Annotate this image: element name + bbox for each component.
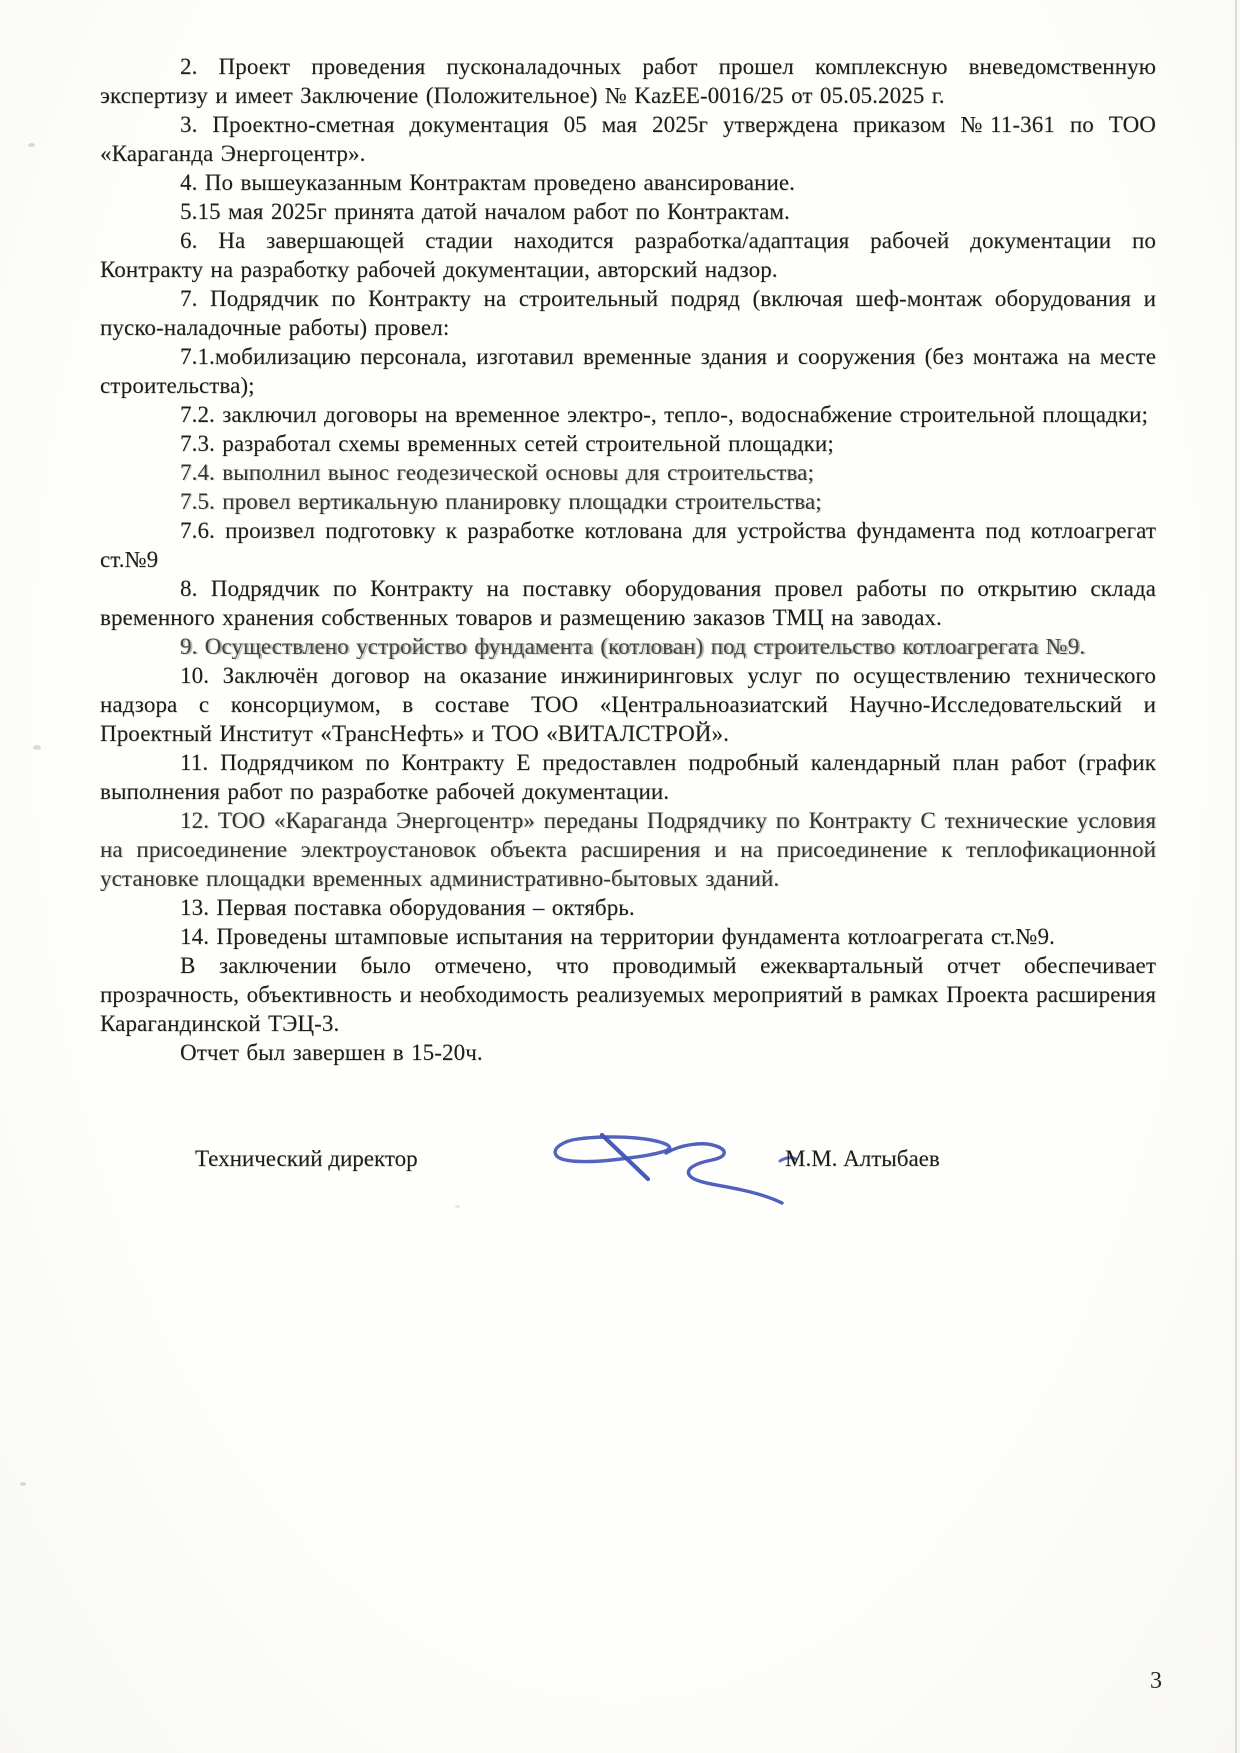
scan-speckle bbox=[20, 1482, 26, 1486]
paragraph-6: 6. На завершающей стадии находится разработка/адаптация рабочей документации по Контракту на разработку рабочей документации, авторский надзор. bbox=[100, 228, 1156, 282]
scan-speckle bbox=[33, 745, 41, 750]
closing-paragraph: В заключении было отмечено, что проводимый ежеквартальный отчет обеспечивает прозрачность, объективность и необходимость реализуемых мероприятий в рамках Проекта расширения Карагандинской ТЭЦ-3. bbox=[100, 953, 1156, 1036]
signature-block bbox=[100, 1113, 1156, 1243]
paragraph-3: 3. Проектно-сметная документация 05 мая 2025г утверждена приказом №11-361 по ТОО «Караганда Энергоцентр». bbox=[100, 112, 1156, 166]
paragraph-7-1: 7.1.мобилизацию персонала, изготавил временные здания и сооружения (без монтажа на месте строительства); bbox=[100, 344, 1156, 398]
paragraph-7-3: 7.3. разработал схемы временных сетей строительной площадки; bbox=[180, 431, 834, 456]
signer-role: Технический директор bbox=[195, 1146, 418, 1171]
signature-ink bbox=[480, 1091, 810, 1216]
paragraph-7-2: 7.2. заключил договоры на временное электро-, тепло-, водоснабжение строительной площадки; bbox=[180, 402, 1149, 427]
signer-name: М.М. Алтыбаев bbox=[785, 1146, 940, 1171]
scan-edge-line bbox=[1235, 0, 1237, 1753]
scan-speckle bbox=[28, 143, 35, 147]
paragraph-7-4: 7.4. выполнил вынос геодезической основы для строительства; bbox=[180, 460, 814, 485]
paragraph-7: 7. Подрядчик по Контракту на строительный подряд (включая шеф-монтаж оборудования и пуско-наладочные работы) провел: bbox=[100, 286, 1156, 340]
paragraph-9: 9. Осуществлено устройство фундамента (котлован) под строительство котлоагрегата №9. bbox=[180, 634, 1086, 659]
paragraph-5: 5.15 мая 2025г принята датой началом работ по Контрактам. bbox=[180, 199, 790, 224]
paragraph-13: 13. Первая поставка оборудования – октябрь. bbox=[180, 895, 635, 920]
closing-time-line: Отчет был завершен в 15-20ч. bbox=[180, 1040, 483, 1065]
paragraph-8: 8. Подрядчик по Контракту на поставку оборудования провел работы по открытию склада временного хранения собственных товаров и размещению заказов ТМЦ на заводах. bbox=[100, 576, 1156, 630]
paragraph-2: 2. Проект проведения пусконаладочных работ прошел комплексную вневедомственную экспертизу и имеет Заключение (Положительное) № KazEE-0016/25 от 05.05.2025 г. bbox=[100, 54, 1156, 108]
paragraph-4: 4. По вышеуказанным Контрактам проведено авансирование. bbox=[180, 170, 796, 195]
page-number: 3 bbox=[1150, 1668, 1162, 1694]
paragraph-12: 12. ТОО «Караганда Энергоцентр» переданы Подрядчику по Контракту С технические условия на присоединение электроустановок объекта расширения и на присоединение к теплофикационной установке площадки временных административно-бытовых зданий. bbox=[100, 808, 1156, 891]
paragraph-14: 14. Проведены штамповые испытания на территории фундамента котлоагрегата ст.№9. bbox=[180, 924, 1055, 949]
paragraph-10: 10. Заключён договор на оказание инжиниринговых услуг по осуществлению технического надзора с консорциумом, в составе ТОО «Центральноазиатский Научно-Исследовательский и Проектный Институт «ТрансНефть» и ТОО «ВИТАЛСТРОЙ». bbox=[100, 663, 1156, 746]
paragraph-7-6: 7.6. произвел подготовку к разработке котлована для устройства фундамента под котлоагрегат ст.№9 bbox=[100, 518, 1156, 572]
scan-speckle bbox=[455, 1205, 460, 1208]
paragraph-11: 11. Подрядчиком по Контракту Е предоставлен подробный календарный план работ (график выполнения работ по разработке рабочей документации. bbox=[100, 750, 1156, 804]
paragraph-7-5: 7.5. провел вертикальную планировку площадки строительства; bbox=[180, 489, 822, 514]
